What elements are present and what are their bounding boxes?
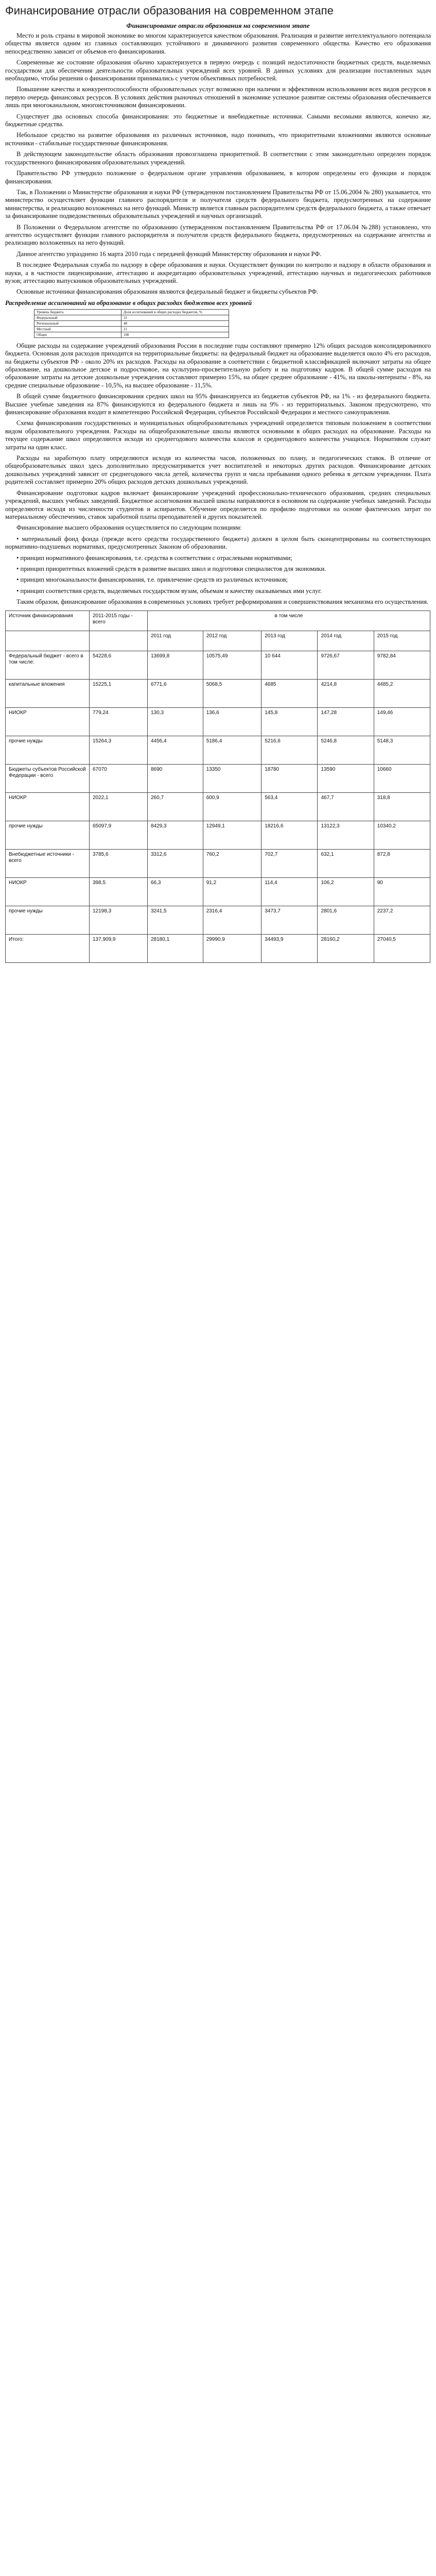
table-cell: 48 bbox=[121, 320, 229, 326]
page bbox=[0, 0, 436, 968]
table-row bbox=[34, 315, 229, 320]
table-row bbox=[34, 332, 229, 337]
table-cell: 12198,3 bbox=[90, 906, 148, 934]
table-header-cell: в том числе bbox=[148, 611, 430, 631]
table-cell: 5068,5 bbox=[203, 679, 261, 707]
table-cell: 28160,2 bbox=[318, 934, 374, 962]
paragraph: Правительство РФ утвердило положение о федеральном органе управления образованием, в котором определены его функции и порядок финансирования. bbox=[5, 170, 431, 185]
paragraph: В Положении о Федеральном агентстве по образованию (утвержденном постановлением Правительства РФ от 17.06.04 №288) установлено, что агентство осуществляет функции главного распорядителя и получателя средств федерального бюджета, предусмотренных на содержание агентства и реализацию возложенных на него функций. bbox=[5, 223, 431, 247]
table-cell: 90 bbox=[374, 877, 430, 906]
table-cell: 136,6 bbox=[203, 707, 261, 736]
table-cell: Федеральный бюджет - всего в том числе: bbox=[6, 651, 90, 679]
table-cell: Региональный bbox=[34, 320, 121, 326]
paragraph: • принцип нормативного финансирования, т.е. средства в соответствии с отраслевыми нормативами; bbox=[16, 554, 292, 562]
table-row bbox=[6, 736, 430, 764]
table-cell: капитальные вложения bbox=[6, 679, 90, 707]
table-cell: 5186,4 bbox=[203, 736, 261, 764]
table-cell: 13590 bbox=[318, 764, 374, 792]
table-cell: 702,7 bbox=[261, 849, 318, 877]
table-row bbox=[6, 764, 430, 792]
table-row bbox=[34, 326, 229, 332]
table-cell: 10660 bbox=[374, 764, 430, 792]
table-cell: 149,46 bbox=[374, 707, 430, 736]
table-cell: 779,24 bbox=[90, 707, 148, 736]
table-cell: 54228,6 bbox=[90, 651, 148, 679]
table-row bbox=[6, 906, 430, 934]
table-cell: 91,2 bbox=[203, 877, 261, 906]
table-header-row bbox=[34, 309, 229, 315]
page-title: Финансирование отрасли образования на современном этапе bbox=[5, 4, 334, 17]
table1-caption: Распределение ассигнований на образование в общих расходах бюджетов всех уровней bbox=[5, 299, 252, 307]
table-cell: 467,7 bbox=[318, 792, 374, 821]
paragraph: Таким образом, финансирование образования в современных условиях требует реформирования и совершенствования механизма его осуществления. bbox=[16, 598, 429, 606]
table-cell: Общее bbox=[34, 332, 121, 337]
table-cell: 8429,3 bbox=[148, 821, 203, 849]
table-cell: 5148,3 bbox=[374, 736, 430, 764]
table-header-cell: Уровень бюджета bbox=[34, 309, 121, 315]
paragraph: Общие расходы на содержание учреждений образования России в последние годы составляют примерно 12% общих расходов консолидированного бюджета. Основная доля расходов приходится на территориальные бюджеты: на федеральный бюджет на образование выделяется около 4% его расходов, на бюджеты субъектов РФ - около 20% их расходов. Расходы на образование в соответствии с бюджетной классификацией включают затраты на общее образование, на дошкольное детское и подростковое, на культурно-просветительную работу и на подготовку кадров. В общей сумме расходов на образование затраты на детские дошкольные учреждения составляют примерно 15%, на общее среднее образование - 41%, на школы-интернаты - 8%, на средние специальные образование - 10,5%, на высшее образование - 11,5%. bbox=[5, 342, 431, 389]
table-row bbox=[6, 849, 430, 877]
table-cell: 3241,5 bbox=[148, 906, 203, 934]
table-cell: 2801,6 bbox=[318, 906, 374, 934]
table-cell: 4485,2 bbox=[374, 679, 430, 707]
table-cell: прочие нужды bbox=[6, 821, 90, 849]
table-header-cell: 2014 год bbox=[318, 631, 374, 651]
paragraph: Финансирование высшего образования осуществляется по следующим позициям: bbox=[16, 524, 242, 532]
table-cell: 29990,9 bbox=[203, 934, 261, 962]
table-row bbox=[6, 707, 430, 736]
table-row bbox=[6, 651, 430, 679]
table-cell: НИОКР bbox=[6, 792, 90, 821]
table-row bbox=[6, 934, 430, 962]
table-cell: 318,8 bbox=[374, 792, 430, 821]
table-body bbox=[6, 651, 430, 962]
table-cell: прочие нужды bbox=[6, 736, 90, 764]
table-cell: 13699,8 bbox=[148, 651, 203, 679]
table-cell: 4214,8 bbox=[318, 679, 374, 707]
table-row bbox=[6, 679, 430, 707]
table-cell: 31 bbox=[121, 315, 229, 320]
table-cell: Итого: bbox=[6, 934, 90, 962]
table-cell: 13350 bbox=[203, 764, 261, 792]
paragraph: Место и роль страны в мировой экономике во многом характеризуется качеством образования. Реализация и развитие интеллектуального потенциала общества является одним из главных составляющих устойчивого и динамичного развития современного общества. Качество его образования непосредственно зависит от объемов его финансирования. bbox=[5, 32, 431, 55]
paragraph: • принцип приоритетных вложений средств в развитие высших школ и подготовки специалистов для экономики. bbox=[16, 565, 326, 572]
table-cell: 13122,3 bbox=[318, 821, 374, 849]
table-cell: 760,2 bbox=[203, 849, 261, 877]
table-header-cell bbox=[90, 631, 148, 651]
table-cell: 563,4 bbox=[261, 792, 318, 821]
table-cell: 28180,1 bbox=[148, 934, 203, 962]
funding-table bbox=[5, 611, 430, 963]
paragraph: Данное агентство упразднено 16 марта 2010 года с передачей функций Министерству образования и науки РФ. bbox=[16, 250, 322, 258]
paragraph: Схема финансирования государственных и муниципальных общеобразовательных учреждений определяется типовым положением в соответствии видом образовательного учреждения. Расходы на общеобразовательные школы являются основными в общих расходах на образование. Расходы на текущее содержание школ определяются исходя из среднегодового количества классов и среднегодового количества учащихся. Нормативом служит затраты на один класс. bbox=[5, 419, 431, 451]
table-cell: 137,909,9 bbox=[90, 934, 148, 962]
paragraph: Современные же состояние образования обычно характеризуется в первую очередь с позиций недостаточности бюджетных средств, выделяемых государством для обеспечения деятельности образовательных учреждений всех уровней. В данных условиях для реализации поставленных задач необходимо, чтобы решения о финансировании принимались с учетом объективных потребностей. bbox=[5, 59, 431, 82]
table-cell: 15264,3 bbox=[90, 736, 148, 764]
table-header-cell: 2015 год bbox=[374, 631, 430, 651]
table-cell: 2237,2 bbox=[374, 906, 430, 934]
table-cell: 3312,6 bbox=[148, 849, 203, 877]
table-header-cell: 2012 год bbox=[203, 631, 261, 651]
paragraph: В общей сумме бюджетного финансирования средних школ на 95% финансируется из бюджетов субъектов РФ, на 1% - из федерального бюджета. Высшее учебные заведения на 87% финансируются из федерального бюджета и лишь на 9% - из территориальных. Законом предусмотрено, что финансирование образования входит в компетенцию Российской Федерации, субъектов Российской Федерации и местного самоуправления. bbox=[5, 393, 431, 416]
paragraph: • принцип соответствия средств, выделяемых государством вузам, объемам и качеству оказываемых ими услуг. bbox=[16, 587, 322, 595]
table-cell: 100 bbox=[121, 332, 229, 337]
table-cell: 10575,49 bbox=[203, 651, 261, 679]
table-cell: 67070 bbox=[90, 764, 148, 792]
table-cell: 65097,9 bbox=[90, 821, 148, 849]
table-cell: Бюджеты субъектов Российской Федерации - всего bbox=[6, 764, 90, 792]
table-subheader-row bbox=[6, 631, 430, 651]
paragraph: В последнее Федеральная служба по надзору в сфере образования и науки. Осуществляет функции по контролю и надзору в области образования и науки, а в частности лицензирование, аттестацию и аккредитацию образовательных учреждений, аттестацию научных и педагогических работников вузов; аттестацию выпускников образовательных учреждений. bbox=[5, 261, 431, 284]
paragraph: В действующем законодательстве область образования провозглашена приоритетной. В соответствии с этим законодательно определен порядок государственного финансирования образовательных учреждений. bbox=[5, 150, 431, 166]
table-cell: 66,3 bbox=[148, 877, 203, 906]
table-cell: 872,8 bbox=[374, 849, 430, 877]
table-cell: Местный bbox=[34, 326, 121, 332]
table-row bbox=[6, 821, 430, 849]
table-cell: 9782,84 bbox=[374, 651, 430, 679]
paragraph: Существует два основных способа финансирования: это бюджетные и внебюджетные источники. Самыми весомыми являются, конечно же, бюджетные средства. bbox=[5, 112, 431, 128]
paragraph: Финансирование подготовки кадров включает финансирование учреждений профессионально-технического образования, средних специальных учреждений, высших учебных заведений. Бюджетное ассигнования высшей школы направляются в основном на содержание учебных заведений. Расходы определяются исходя из численности студентов и аспирантов. Обучение определяется по профилю подготовки на основе фактических затрат по материальному обеспечению, ставок заработной платы преподавателей и других показателей. bbox=[5, 489, 431, 520]
table-header-cell bbox=[6, 631, 90, 651]
table-header-cell: Доля ассигнований в общих расходах бюджетов, % bbox=[121, 309, 229, 315]
budget-share-table bbox=[34, 309, 229, 338]
paragraph: Повышение качества и конкурентоспособности образовательных услуг возможно при наличии и эффективном использовании всех видов ресурсов в первую очередь финансовых ресурсов. В условиях действия рыночных отношений в экономике успешное развитие системы образования обеспечивается лишь при многоканальном, многоисточниковом финансировании. bbox=[5, 86, 431, 109]
table-cell: 145,8 bbox=[261, 707, 318, 736]
table-cell: 15225,1 bbox=[90, 679, 148, 707]
table-cell: 6771,6 bbox=[148, 679, 203, 707]
article-body bbox=[5, 32, 431, 606]
table-cell: 147,28 bbox=[318, 707, 374, 736]
paragraph: Расходы на заработную плату определяются исходя из количества часов, положенных по плану, и педагогических ставок. В отличие от общеобразовательных школ здесь дополнительно предусматривается учет воспитателей и некоторых других расходов. Финансирование детских дошкольных учреждений зависит от среднегодового числа детей, количества групп и числа пребывания одного ребенка в детском учреждении. Плата родителей составляет примерно 20% общих расходов детских дошкольных учреждений. bbox=[5, 454, 431, 486]
table-cell: 9726,67 bbox=[318, 651, 374, 679]
table-cell: 4456,4 bbox=[148, 736, 203, 764]
paragraph: Небольшое средство на развитие образования из различных источников, надо понимать, что приоритетными вложениями являются основные источники - стабильные государственные финансирования. bbox=[5, 131, 431, 147]
table-cell: 10340,2 bbox=[374, 821, 430, 849]
paragraph: Основные источники финансирования образования являются федеральный бюджет и бюджеты субъектов РФ. bbox=[16, 288, 319, 296]
table-cell: 5216,6 bbox=[261, 736, 318, 764]
table-cell: 106,2 bbox=[318, 877, 374, 906]
table-cell: Внебюджетные источники - всего bbox=[6, 849, 90, 877]
table-cell: НИОКР bbox=[6, 877, 90, 906]
table-cell: 8690 bbox=[148, 764, 203, 792]
table-cell: 114,4 bbox=[261, 877, 318, 906]
section-subtitle: Финансирование отрасли образования на современном этапе bbox=[126, 22, 310, 29]
table-cell: Федеральный bbox=[34, 315, 121, 320]
table-cell: 18780 bbox=[261, 764, 318, 792]
table-cell: 398,5 bbox=[90, 877, 148, 906]
table-cell: 130,3 bbox=[148, 707, 203, 736]
paragraph: Так, в Положении о Министерстве образования и науки РФ (утвержденном постановлением Правительства РФ от 15.06.2004 № 280) указывается, что министерство осуществляет функции главного распорядителя и получателя средств федерального бюджета, предусмотренных на содержание министерства, и реализацию возложенных на него функций. Министр является главным распорядителем средств федерального бюджета, а также отвечает за финансирование подведомственных образовательных учреждений и научных организаций. bbox=[5, 188, 431, 220]
table-cell: прочие нужды bbox=[6, 906, 90, 934]
table-row bbox=[6, 792, 430, 821]
paragraph: • материальный фонд фонда (прежде всего средства государственного бюджета) должен в целом быть сконцентрированы на соответствующих нормативно-подушевых нормативах, предусмотренных Законом об образовании. bbox=[5, 535, 431, 551]
table-cell: 34493,9 bbox=[261, 934, 318, 962]
table-cell: 5246,8 bbox=[318, 736, 374, 764]
table-cell: 2316,4 bbox=[203, 906, 261, 934]
table-cell: 3785,6 bbox=[90, 849, 148, 877]
table-cell: 10 644 bbox=[261, 651, 318, 679]
table-cell: 600,9 bbox=[203, 792, 261, 821]
table-cell: 3473,7 bbox=[261, 906, 318, 934]
table-cell: 632,1 bbox=[318, 849, 374, 877]
table-header-row bbox=[6, 611, 430, 631]
table-row bbox=[6, 877, 430, 906]
table-row bbox=[34, 320, 229, 326]
table-cell: 18216,6 bbox=[261, 821, 318, 849]
table-cell: 21 bbox=[121, 326, 229, 332]
table-header-cell: 2013 год bbox=[261, 631, 318, 651]
table-cell: 27040,5 bbox=[374, 934, 430, 962]
table-cell: НИОКР bbox=[6, 707, 90, 736]
table-cell: 2022,1 bbox=[90, 792, 148, 821]
table-header-cell: Источник финансирования bbox=[6, 611, 90, 631]
table-cell: 260,7 bbox=[148, 792, 203, 821]
table-header-cell: 2011-2015 годы - всего bbox=[90, 611, 148, 631]
table-cell: 4685 bbox=[261, 679, 318, 707]
table-header-cell: 2011 год bbox=[148, 631, 203, 651]
paragraph: • принцип многоканальности финансирования, т.е. привлечение средств из различных источников; bbox=[16, 576, 288, 584]
table-cell: 12949,1 bbox=[203, 821, 261, 849]
